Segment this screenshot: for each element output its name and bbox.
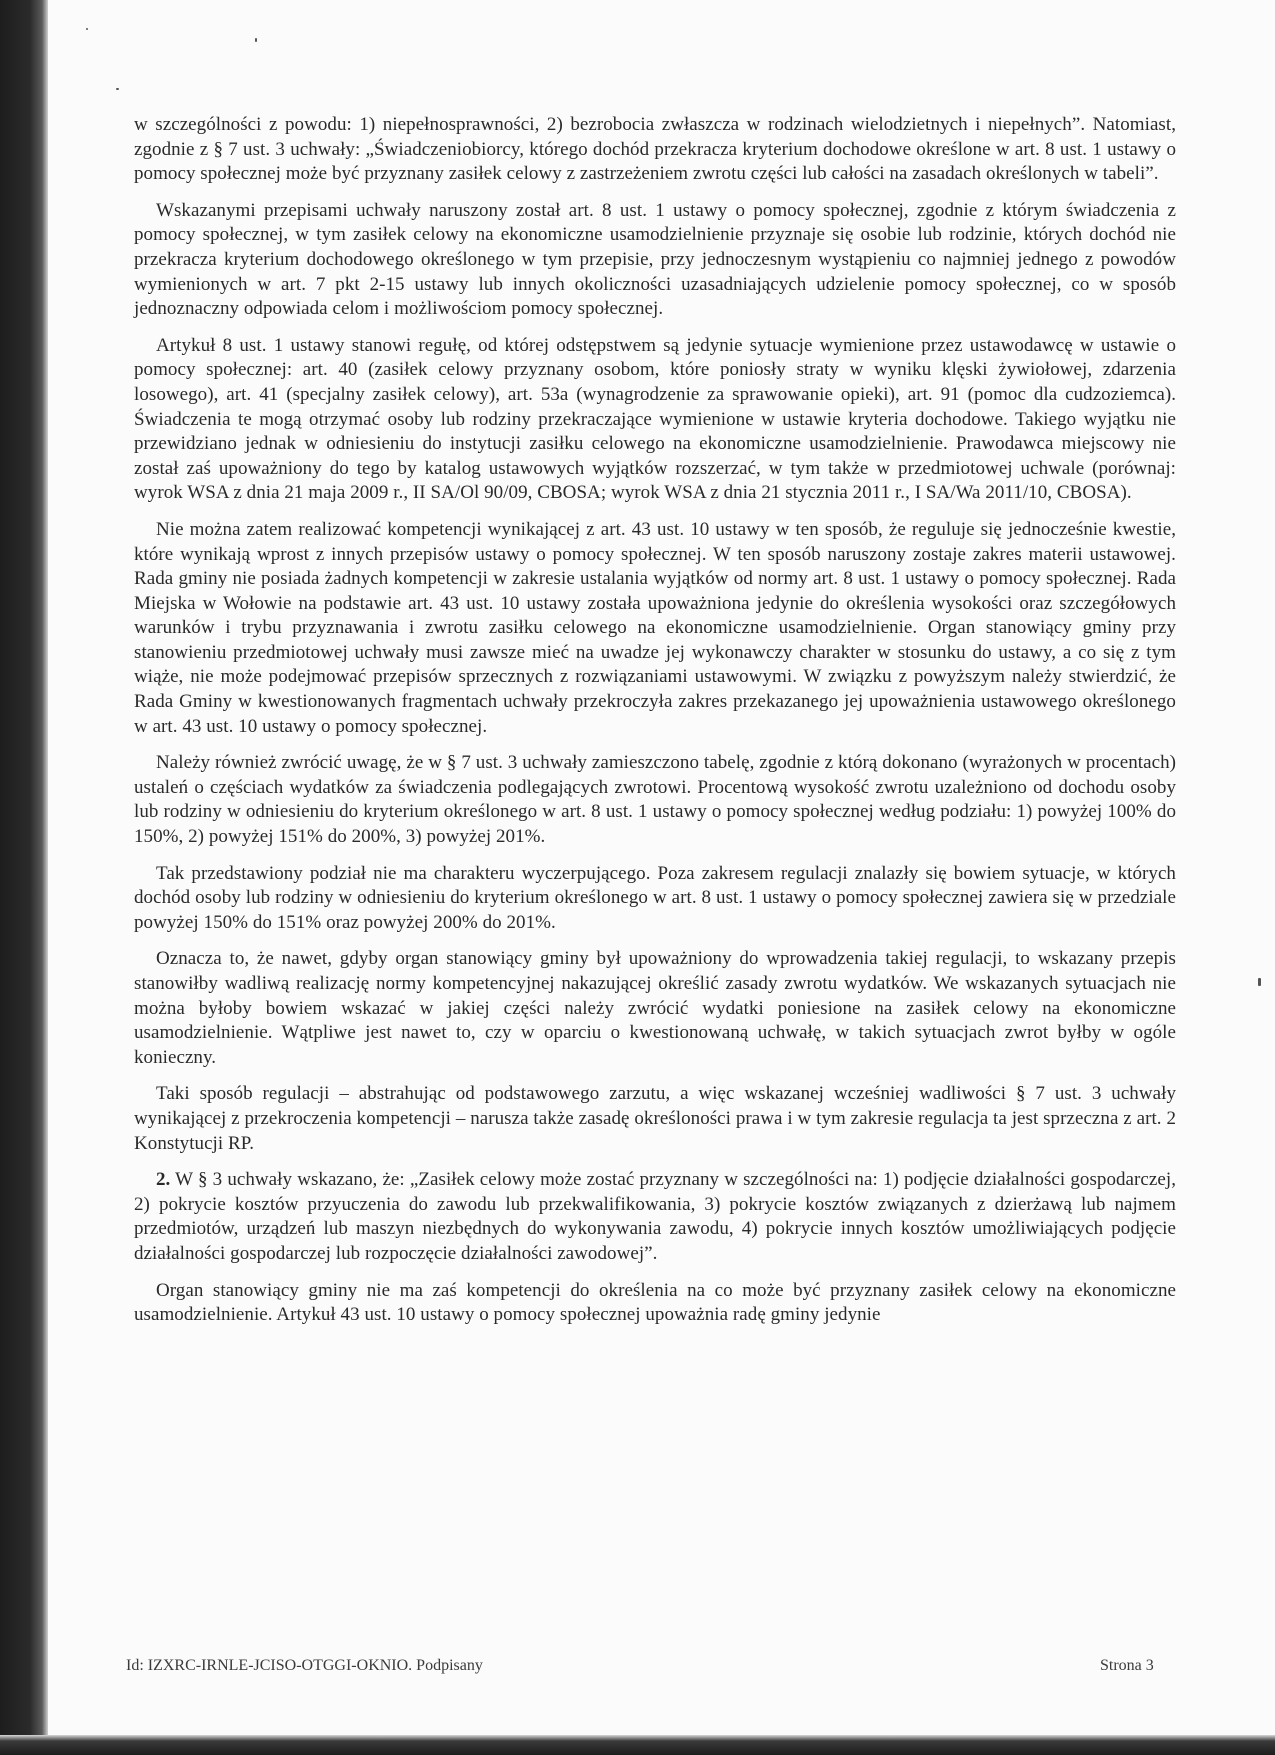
scan-speck <box>116 88 119 90</box>
scan-border-bottom <box>0 1735 1275 1755</box>
paragraph-3: Artykuł 8 ust. 1 ustawy stanowi regułę, od której odstępstwem są jedynie sytuacje wymienione przez ustawodawcę w ustawie o pomocy społecznej: art. 40 (zasiłek celowy przyznany osobom, które poniosły straty w wyniku klęski żywiołowej, zdarzenia losowego), art. 41 (specjalny zasiłek celowy), art. 53a (wynagrodzenie za sprawowanie opieki), art. 91 (pomoc dla cudzoziemca). Świadczenia te mogą otrzymać osoby lub rodziny przekraczające wymienione w ustawie kryteria dochodowe. Takiego wyjątku nie przewidziano jednak w odniesieniu do instytucji zasiłku celowego na ekonomiczne usamodzielnienie. Prawodawca miejscowy nie został zaś upoważniony do tego by katalog ustawowych wyjątków rozszerzać, w tym także w przedmiotowej uchwale (porównaj: wyrok WSA z dnia 21 maja 2009 r., II SA/Ol 90/09, CBOSA; wyrok WSA z dnia 21 stycznia 2011 r., I SA/Wa 2011/10, CBOSA). <box>134 334 1176 504</box>
scan-border-left <box>0 0 48 1755</box>
point-2-paragraph <box>134 1168 1176 1266</box>
scan-speck <box>86 28 88 30</box>
paragraph-1: w szczególności z powodu: 1) niepełnosprawności, 2) bezrobocia zwłaszcza w rodzinach wielodzietnych i niepełnych”. Natomiast, zgodnie z § 7 ust. 3 uchwały: „Świadczeniobiorcy, którego dochód przekracza kryterium dochodowe określone w art. 8 ust. 1 ustawy o pomocy społecznej może być przyznany zasiłek celowy z zastrzeżeniem zwrotu części lub całości na zasadach określonych w tabeli”. <box>134 114 1176 185</box>
paragraph-2: Wskazanymi przepisami uchwały naruszony został art. 8 ust. 1 ustawy o pomocy społecznej, zgodnie z którym świadczenia z pomocy społecznej, w tym zasiłek celowy na ekonomiczne usamodzielnienie przyznaje się osobie lub rodzinie, których dochód nie przekracza kryterium dochodowego określonego w tym przepisie, przy jednoczesnym wystąpieniu co najmniej jednego z powodów wymienionych w art. 7 pkt 2-15 ustawy lub innych okoliczności uzasadniających udzielenie pomocy społecznej, co w sposób jednoznaczny odpowiada celom i możliwościom pomocy społecznej. <box>134 199 1176 320</box>
point-2-number: 2. <box>156 1169 171 1191</box>
scan-speck <box>255 38 257 42</box>
paragraph-6: Tak przedstawiony podział nie ma charakteru wyczerpującego. Poza zakresem regulacji znalazły się bowiem sytuacje, w których dochód osoby lub rodziny w odniesieniu do kryterium określonego w art. 8 ust. 1 ustawy o pomocy społecznej zawiera się w przedziale powyżej 150% do 151% oraz powyżej 200% do 201%. <box>134 862 1176 933</box>
paragraph-7: Oznacza to, że nawet, gdyby organ stanowiący gminy był upoważniony do wprowadzenia takiej regulacji, to wskazany przepis stanowiłby wadliwą realizację normy kompetencyjnej nakazującej określić zasady zwrotu wydatków. We wskazanych sytuacjach nie można byłoby bowiem wskazać w jakiej części należy zwrócić wydatki poniesione na zasiłek celowy na ekonomiczne usamodzielnienie. Wątpliwe jest nawet to, czy w oparciu o kwestionowaną uchwałę, w takich sytuacjach zwrot byłby w ogóle konieczny. <box>134 948 1176 1068</box>
paragraph-last: Organ stanowiący gminy nie ma zaś kompetencji do określenia na co może być przyznany zasiłek celowy na ekonomiczne usamodzielnienie. Artykuł 43 ust. 10 ustawy o pomocy społecznej upoważnia radę gminy jedynie <box>134 1279 1176 1326</box>
footer-document-id: Id: IZXRC-IRNLE-JCISO-OTGGI-OKNIO. Podpisany <box>126 1657 483 1674</box>
paragraph-5: Należy również zwrócić uwagę, że w § 7 ust. 3 uchwały zamieszczono tabelę, zgodnie z którą dokonano (wyrażonych w procentach) ustaleń o częściach wydatków za świadczenia podlegających zwrotowi. Procentową wysokość zwrotu uzależniono od dochodu osoby lub rodziny w odniesieniu do kryterium określonego w art. 8 ust. 1 ustawy o pomocy społecznej według podziału: 1) powyżej 100% do 150%, 2) powyżej 151% do 200%, 3) powyżej 201%. <box>134 752 1176 848</box>
footer-page-number: Strona 3 <box>1100 1657 1154 1674</box>
paragraph-8: Taki sposób regulacji – abstrahując od podstawowego zarzutu, a więc wskazanej wcześniej wadliwości § 7 ust. 3 uchwały wynikającej z przekroczenia kompetencji – narusza także zasadę określoności prawa i w tym zakresie regulacja ta jest sprzeczna z art. 2 Konstytucji RP. <box>134 1083 1176 1154</box>
paragraph-4: Nie można zatem realizować kompetencji wynikającej z art. 43 ust. 10 ustawy w ten sposób, że reguluje się jednocześnie kwestie, które wynikają wprost z innych przepisów ustawy o pomocy społecznej. W ten sposób naruszony zostaje zakres materii ustawowej. Rada gminy nie posiada żadnych kompetencji w zakresie ustalania wyjątków od normy art. 8 ust. 1 ustawy o pomocy społecznej. Rada Miejska w Wołowie na podstawie art. 43 ust. 10 ustawy została upoważniona jedynie do określenia wysokości oraz szczegółowych warunków i trybu przyznawania i zwrotu zasiłku celowego na ekonomiczne usamodzielnienie. Organ stanowiący gminy przy stanowieniu przedmiotowej uchwały musi zawsze mieć na uwadze jej wykonawczy charakter w stosunku do ustawy, a co się z tym wiąże, nie może podejmować przepisów sprzecznych z rozwiązaniami ustawowymi. W związku z powyższym należy stwierdzić, że Rada Gminy w kwestionowanych fragmentach uchwały przekroczyła zakres przekazanego jej upoważnienia ustawowego określonego w art. 43 ust. 10 ustawy o pomocy społecznej. <box>134 518 1176 737</box>
document-body <box>134 113 1176 1340</box>
scan-speck <box>1258 978 1261 986</box>
point-2-text: W § 3 uchwały wskazano, że: „Zasiłek celowy może zostać przyznany w szczególności na: 1) podjęcie działalności gospodarczej, 2) pokrycie kosztów przyuczenia do zawodu lub przekwalifikowania, 3) pokrycie kosztów związanych z dzierżawą lub najmem przedmiotów, urządzeń lub maszyn niezbędnych do wykonywania zawodu, 4) pokrycie innych kosztów umożliwiających podjęcie działalności gospodarczej lub rozpoczęcie działalności zawodowej”. <box>134 1169 1176 1264</box>
